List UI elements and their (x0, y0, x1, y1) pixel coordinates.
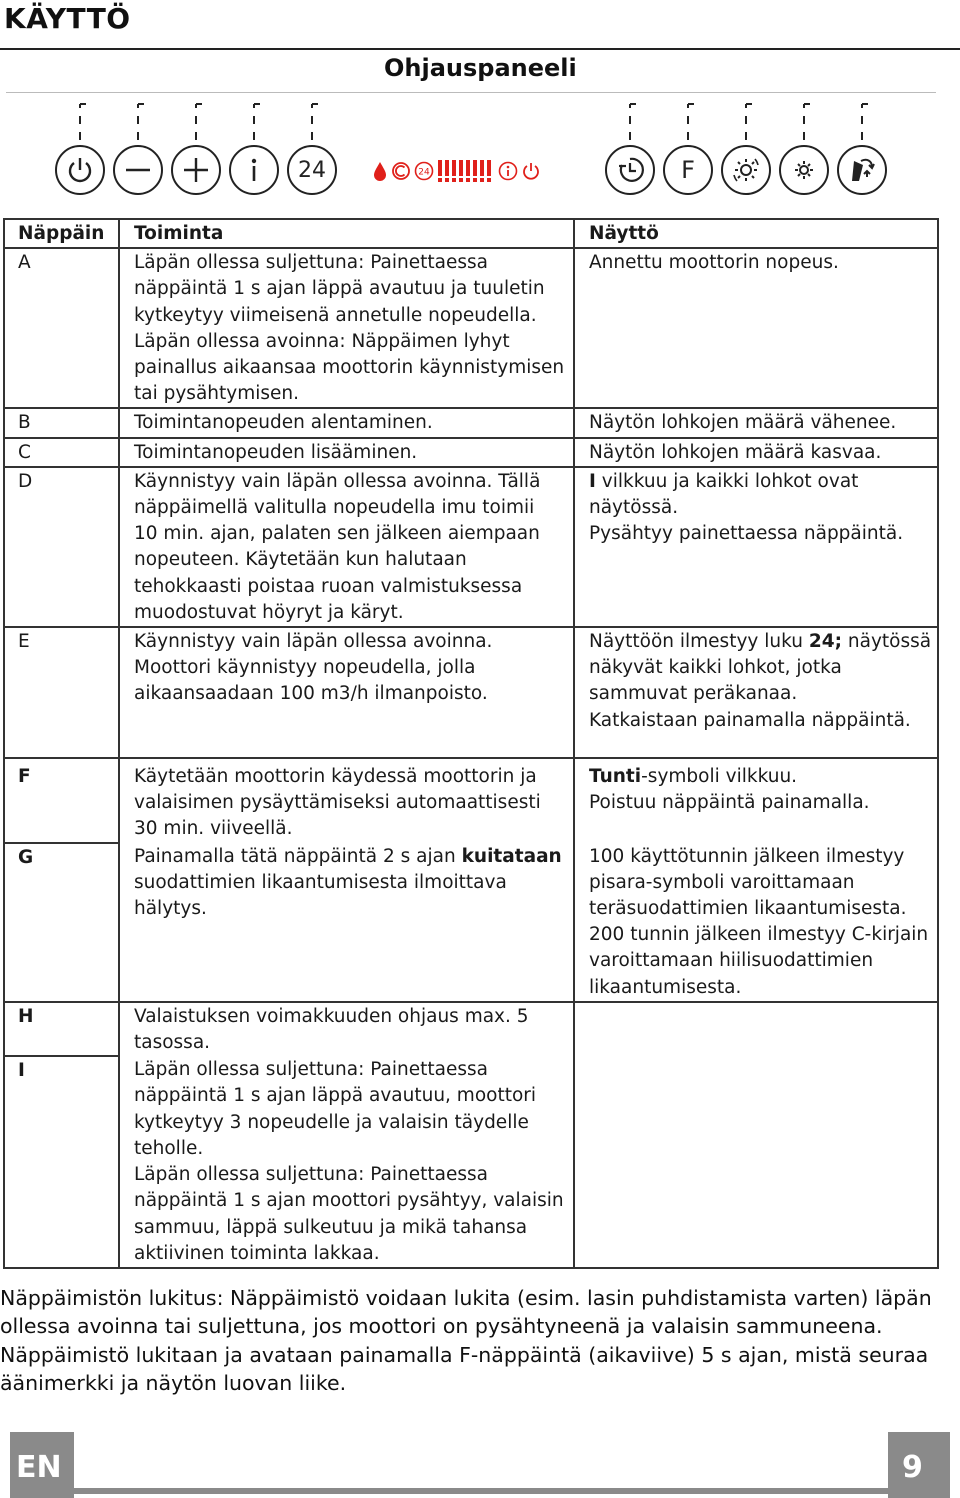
row-display: Annettu moottorin nopeus. (574, 248, 938, 408)
button-f-leader (623, 102, 637, 146)
table-row (4, 1056, 938, 1268)
table-row (4, 248, 938, 408)
row-action: Käytetään moottorin käydessä moottorin ja valaisimen pysäyttämiseksi automaattisesti 30 min. viiveellä. (119, 758, 574, 843)
header-action: Toiminta (119, 219, 574, 248)
row-key: D (4, 467, 119, 627)
header-display: Näyttö (574, 219, 938, 248)
button-a-leader (73, 102, 87, 146)
light-dim-icon (731, 155, 761, 185)
hood-flap-icon (847, 155, 877, 185)
row-action: Toimintanopeuden alentaminen. (119, 408, 574, 437)
row-key: F (4, 758, 119, 843)
status-display (372, 158, 541, 184)
info-button[interactable] (229, 145, 279, 195)
button-e-leader (305, 102, 319, 146)
row-key: I (4, 1056, 119, 1268)
row-display: 100 käyttötunnin jälkeen ilmestyy pisara-symboli varoittamaan teräsuodattimien likaantumisesta. 200 tunnin jälkeen ilmestyy C-kirjain varoittamaan hiilisuodattimien likaantumisesta. (574, 843, 938, 1002)
control-panel-illustration (0, 100, 960, 210)
display-24-icon (414, 161, 434, 181)
row-display (574, 1056, 938, 1268)
row-action: Painamalla tätä näppäintä 2 s ajan kuitataan suodattimien likaantumisesta ilmoittava hälytys. (119, 843, 574, 1002)
table-row (4, 467, 938, 627)
keypad-lock-note: Näppäimistön lukitus: Näppäimistö voidaan lukita (esim. lasin puhdistamista varten) läpän ollessa avoinna tai suljettuna, jos moottori on pysähtyneenä ja valaisin sammuneena. Näppäimistö lukitaan ja avataan painamalla F-näppäintä (aikaviive) 5 s ajan, mistä seuraa äänimerkki ja näytön luovan liike. (0, 1286, 932, 1395)
page-heading: KÄYTTÖ (4, 2, 131, 35)
minus-icon (123, 155, 153, 185)
row-display (574, 1002, 938, 1056)
row-action: Valaistuksen voimakkuuden ohjaus max. 5 tasossa. (119, 1002, 574, 1056)
row-key: G (4, 843, 119, 1002)
button-g-leader (681, 102, 695, 146)
button-c-leader (189, 102, 203, 146)
carbon-filter-icon (391, 161, 411, 181)
row-action: Toimintanopeuden lisääminen. (119, 438, 574, 467)
button-d-leader (247, 102, 261, 146)
table-header-row (4, 219, 938, 248)
footer-rule (74, 1488, 888, 1494)
speed-segments (437, 159, 495, 183)
boost-24-button[interactable] (287, 145, 337, 195)
row-action: Läpän ollessa suljettuna: Painettaessa näppäintä 1 s ajan läppä avautuu, moottori kytkeytyy 3 nopeudelle ja valaisin täydelle teholle. Läpän ollessa suljettuna: Painettaessa näppäintä 1 s ajan moottori pysähtyy, valaisin sammuu, läppä sulkeutuu ja mikä tahansa aktiivinen toiminta lakkaa. (119, 1056, 574, 1268)
table-row (4, 627, 938, 758)
table-row (4, 408, 938, 437)
light-dim-button[interactable] (721, 145, 771, 195)
timer-button[interactable] (605, 145, 655, 195)
row-action: Läpän ollessa suljettuna: Painettaessa näppäintä 1 s ajan läppä avautuu ja tuuletin kytkeytyy viimeisenä annetulle nopeudella. Läpän ollessa avoinna: Näppäimen lyhyt painallus aikaansaa moottorin käynnistymisen tai pysähtymisen. (119, 248, 574, 408)
display-power-icon (521, 161, 541, 181)
light-button[interactable] (779, 145, 829, 195)
table-row (4, 843, 938, 1002)
row-display: Näytön lohkojen määrä kasvaa. (574, 438, 938, 467)
plus-button[interactable] (171, 145, 221, 195)
row-key: A (4, 248, 119, 408)
row-key: E (4, 627, 119, 758)
label-24: 24 (298, 157, 326, 183)
row-action: Käynnistyy vain läpän ollessa avoinna. Moottori käynnistyy nopeudella, jolla aikaansaadaan 100 m3/h ilmanpoisto. (119, 627, 574, 758)
plus-icon (181, 155, 211, 185)
row-action: Käynnistyy vain läpän ollessa avoinna. Tällä näppäimellä valitulla nopeudella imu toimii 10 min. ajan, palaten sen jälkeen aiempaan nopeuteen. Käytetään kun halutaan tehokkaasti poistaa ruoan valmistuksessa muodostuvat höyryt ja käryt. (119, 467, 574, 627)
section-rule (6, 92, 936, 93)
button-h-leader (739, 102, 753, 146)
light-icon (789, 155, 819, 185)
minus-button[interactable] (113, 145, 163, 195)
display-info-icon (498, 161, 518, 181)
timer-icon (615, 155, 645, 185)
row-key: B (4, 408, 119, 437)
button-b-leader (131, 102, 145, 146)
button-j-leader (855, 102, 869, 146)
filter-f-button[interactable] (663, 145, 713, 195)
drop-icon (372, 161, 388, 181)
row-key: H (4, 1002, 119, 1056)
language-label: EN (16, 1450, 62, 1485)
display-24-text: 24 (418, 167, 430, 178)
section-title: Ohjauspaneeli (384, 54, 577, 82)
page-number-tab (888, 1432, 950, 1498)
language-tab (10, 1432, 74, 1498)
table-row (4, 438, 938, 467)
f-icon: F (681, 156, 695, 184)
row-display: Näyttöön ilmestyy luku 24; näytössä näkyvät kaikki lohkot, jotka sammuvat peräkanaa. Katkaistaan painamalla näppäintä. (574, 627, 938, 758)
control-table (3, 218, 939, 1269)
power-button[interactable] (55, 145, 105, 195)
button-i-leader (797, 102, 811, 146)
row-key: C (4, 438, 119, 467)
row-display: Tunti-symboli vilkkuu. Poistuu näppäintä painamalla. (574, 758, 938, 843)
hood-flap-button[interactable] (837, 145, 887, 195)
header-key: Näppäin (4, 219, 119, 248)
table-row (4, 758, 938, 843)
heading-rule (0, 48, 960, 50)
row-display: I vilkkuu ja kaikki lohkot ovat näytössä. Pysähtyy painettaessa näppäintä. (574, 467, 938, 627)
power-icon (65, 155, 95, 185)
page-number: 9 (902, 1450, 923, 1485)
row-display: Näytön lohkojen määrä vähenee. (574, 408, 938, 437)
table-row (4, 1002, 938, 1056)
info-icon (239, 155, 269, 185)
